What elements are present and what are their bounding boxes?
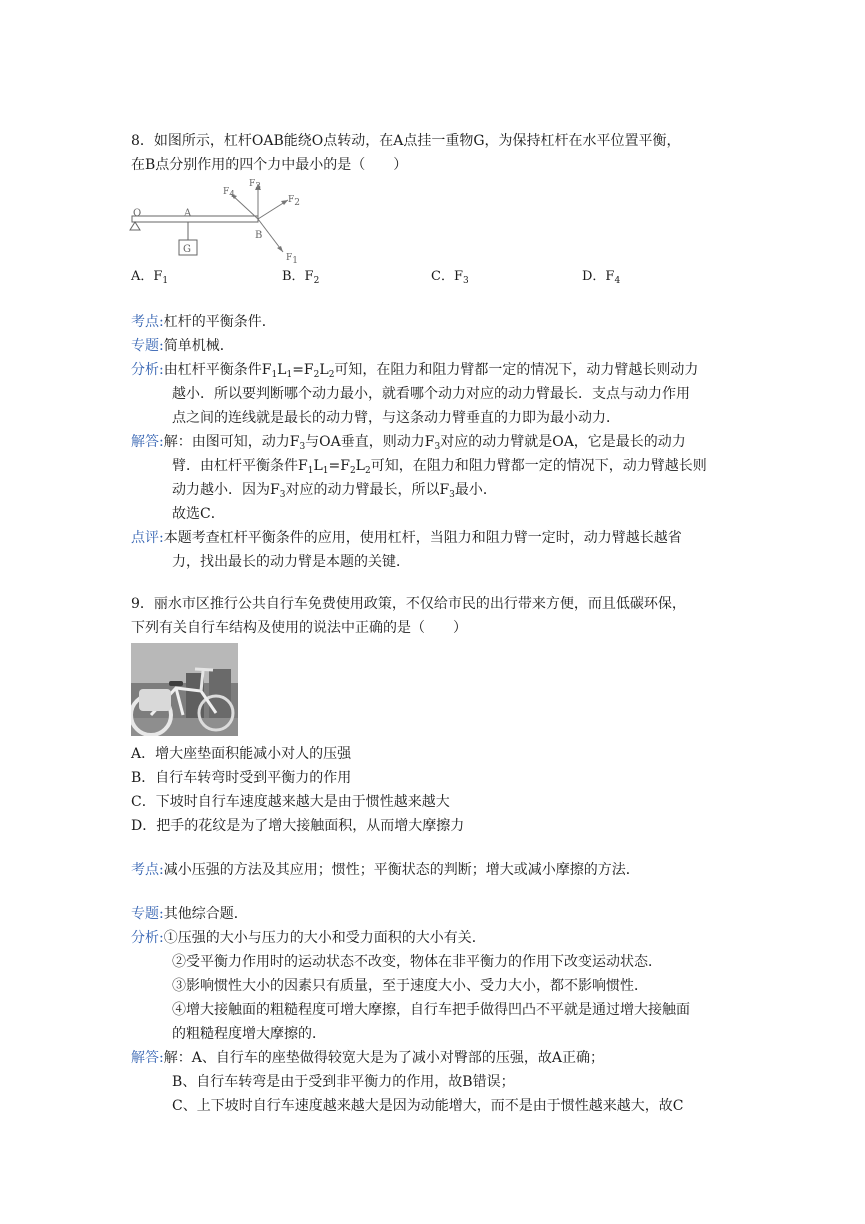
q9-option-c: C．下坡时自行车速度越来越大是由于惯性越来越大 <box>131 794 450 810</box>
bicycle-photo <box>131 643 238 736</box>
label-O: O <box>133 208 142 219</box>
q9-fenxi-line2: ②受平衡力作用时的运动状态不改变，物体在非平衡力的作用下改变运动状态． <box>172 954 662 970</box>
q9-stem-line1: 9．丽水市区推行公共自行车免费使用政策，不仅给市民的出行带来方便，而且低碳环保， <box>131 596 686 612</box>
q9-jieda-line3: C、上下坡时自行车速度越来越大是因为动能增大，而不是由于惯性越来越大，故C <box>172 1098 684 1114</box>
q8-kaodian: 考点:杠杆的平衡条件． <box>131 314 276 330</box>
label-F4: $F_4$ <box>223 187 235 200</box>
q8-option-b: B．$F_2$ <box>282 269 320 286</box>
q9-jieda-line2: B、自行车转弯是由于受到非平衡力的作用，故B错误； <box>172 1074 515 1090</box>
q8-jieda-line3: 动力越小．因为$F_3$对应的动力臂最长，所以$F_3$最小． <box>172 482 497 500</box>
label-F2: $F_2$ <box>288 195 300 208</box>
q9-fenxi-line5: 的粗糙程度增大摩擦的． <box>172 1026 326 1042</box>
q8-stem-line1: 8．如图所示，杠杆OAB能绕O点转动，在A点挂一重物G，为保持杠杆在水平位置平衡， <box>131 133 681 149</box>
q9-fenxi-line3: ③影响惯性大小的因素只有质量，至于速度大小、受力大小，都不影响惯性． <box>172 978 648 994</box>
q8-jieda-line4: 故选C． <box>172 506 225 522</box>
label-A: A <box>184 208 192 219</box>
q8-option-a: A．$F_1$ <box>131 269 169 286</box>
q9-kaodian: 考点:减小压强的方法及其应用；惯性；平衡状态的判断；增大或减小摩擦的方法． <box>131 862 640 878</box>
q9-option-d: D．把手的花纹是为了增大接触面积，从而增大摩擦力 <box>131 818 465 834</box>
q8-fenxi-line2: 越小．所以要判断哪个动力最小，就看哪个动力对应的动力臂最长．支点与动力作用 <box>172 386 690 402</box>
q8-dianping-line1: 点评:本题考查杠杆平衡条件的应用，使用杠杆，当阻力和阻力臂一定时，动力臂越长越省 <box>131 530 682 546</box>
q9-fenxi-line1: 分析:①压强的大小与压力的大小和受力面积的大小有关． <box>131 930 486 946</box>
label-F1: $F_1$ <box>286 253 298 266</box>
label-G: G <box>183 244 191 255</box>
q8-option-d: D．$F_4$ <box>582 269 621 286</box>
q8-fenxi-line3: 点之间的连线就是最长的动力臂，与这条动力臂垂直的力即为最小动力． <box>172 410 620 426</box>
q8-fenxi-line1: 分析:由杠杆平衡条件$F_1L_1=F_2L_2$可知，在阻力和阻力臂都一定的情况下，动力臂越长则动力 <box>131 362 699 380</box>
lever-bar <box>132 216 258 222</box>
label-B: B <box>255 230 263 241</box>
q9-option-b: B．自行车转弯时受到平衡力的作用 <box>131 770 352 786</box>
q9-option-a: A．增大座垫面积能减小对人的压强 <box>131 746 352 762</box>
q9-fenxi-line4: ④增大接触面的粗糙程度可增大摩擦，自行车把手做得凹凸不平就是通过增大接触面 <box>172 1002 690 1018</box>
q8-jieda-line2: 臂．由杠杆平衡条件$F_1L_1=F_2L_2$可知，在阻力和阻力臂都一定的情况下，动力臂越长则 <box>172 458 707 476</box>
label-F3: $F_3$ <box>249 179 261 192</box>
q8-zhuanti: 专题:简单机械． <box>131 338 234 354</box>
q9-zhuanti: 专题:其他综合题． <box>131 906 248 922</box>
q8-jieda-line1: 解答:解：由图可知，动力$F_3$与OA垂直，则动力$F_3$对应的动力臂就是OA，它是最长的动力 <box>131 434 686 452</box>
q8-option-c: C．$F_3$ <box>431 269 469 286</box>
q8-dianping-line2: 力，找出最长的动力臂是本题的关键． <box>172 554 410 570</box>
q8-stem-line2: 在B点分别作用的四个力中最小的是（ ） <box>131 157 408 173</box>
q9-stem-line2: 下列有关自行车结构及使用的说法中正确的是（ ） <box>131 620 467 636</box>
q9-jieda-line1: 解答:解：A、自行车的座垫做得较宽大是为了减小对臀部的压强，故A正确； <box>131 1050 604 1066</box>
lever-figure <box>128 172 308 262</box>
